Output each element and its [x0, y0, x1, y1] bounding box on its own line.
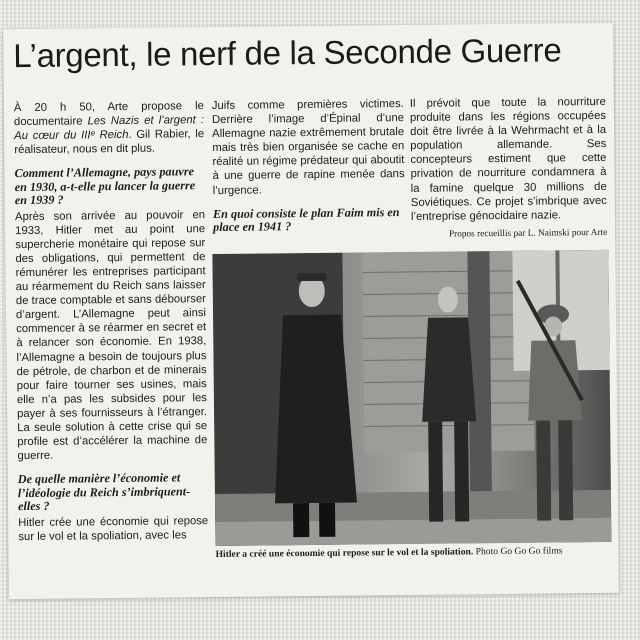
answer-2-start: Hitler crée une économie qui repose sur le vol et la spoliation, avec les	[18, 514, 209, 543]
question-2: De quelle manière l’économie et l’idéologie du Reich s’imbriquent-elles ?	[17, 470, 191, 514]
photo-credit: Photo Go Go Go films	[475, 545, 563, 558]
column-3	[410, 95, 608, 242]
headline: L’argent, le nerf de la Seconde Guerre	[13, 31, 562, 75]
question-3: En quoi consiste le plan Faim mis en place en 1941 ?	[212, 204, 400, 235]
documentary-title: Les Nazis et l’argent : Au cœur du IIIᵉ Reich	[14, 114, 205, 143]
intro-text-2: . Gil Rabier, le réalisateur, nous en dit plus.	[14, 128, 205, 157]
answer-1: Après son arrivée au pouvoir en 1933, Hitler met au point une supercherie monétaire qui repose sur des obligations, qui permettent de rémunérer les entreprises participant au réarmement du Reich sans laisser de trace comptable et sans débourser d’argent. L’Allemagne peut ainsi commencer à se réarmer en secret et à relancer son économie. En 1938, l’Allemagne a besoin de toujours plus de pétrole, de charbon et de minerais pour faire tourner ses usines, mais elle n’a pas les subsides pour les payer à ses fournisseurs à l’étranger. La seule solution à cette crise qui se profile est d’accélérer la machine de guerre.	[14, 208, 208, 463]
photo-caption	[215, 545, 615, 560]
caption-text: Hitler a créé une économie qui repose sur le vol et la spoliation.	[215, 546, 474, 561]
answer-2-continued: Juifs comme premières victimes. Derrière l’image d’Épinal d’une Allemagne nazie extrêmement brutale mais très bien organisée se cache en réalité un régime prédateur qui aboutit à une guerre de rapine menée dans l’urgence.	[211, 98, 405, 197]
question-1: Comment l’Allemagne, pays pauvre en 1930, a-t-elle pu lancer la guerre en 1939 ?	[14, 164, 196, 208]
archival-photo	[212, 250, 611, 546]
intro-paragraph	[14, 99, 205, 157]
column-1	[14, 99, 209, 544]
intro-text-1: À 20 h 50, Arte propose le documentaire	[13, 100, 204, 129]
photo-illustration	[212, 250, 611, 546]
newspaper-clipping	[3, 23, 619, 599]
interview-credit: Propos recueillis par L. Naimski pour Arte	[448, 227, 608, 240]
answer-3: Il prévoit que toute la nourriture produite dans les régions occupées doit être livrée à la Wehrmacht et à la population allemande. Ses concepteurs estiment que cette privation de nourriture condamnera à la famine quelque 30 millions de Soviétiques. Ce projet s’imbrique avec l’entreprise génocidaire nazie.	[409, 95, 607, 223]
column-2	[212, 97, 405, 236]
